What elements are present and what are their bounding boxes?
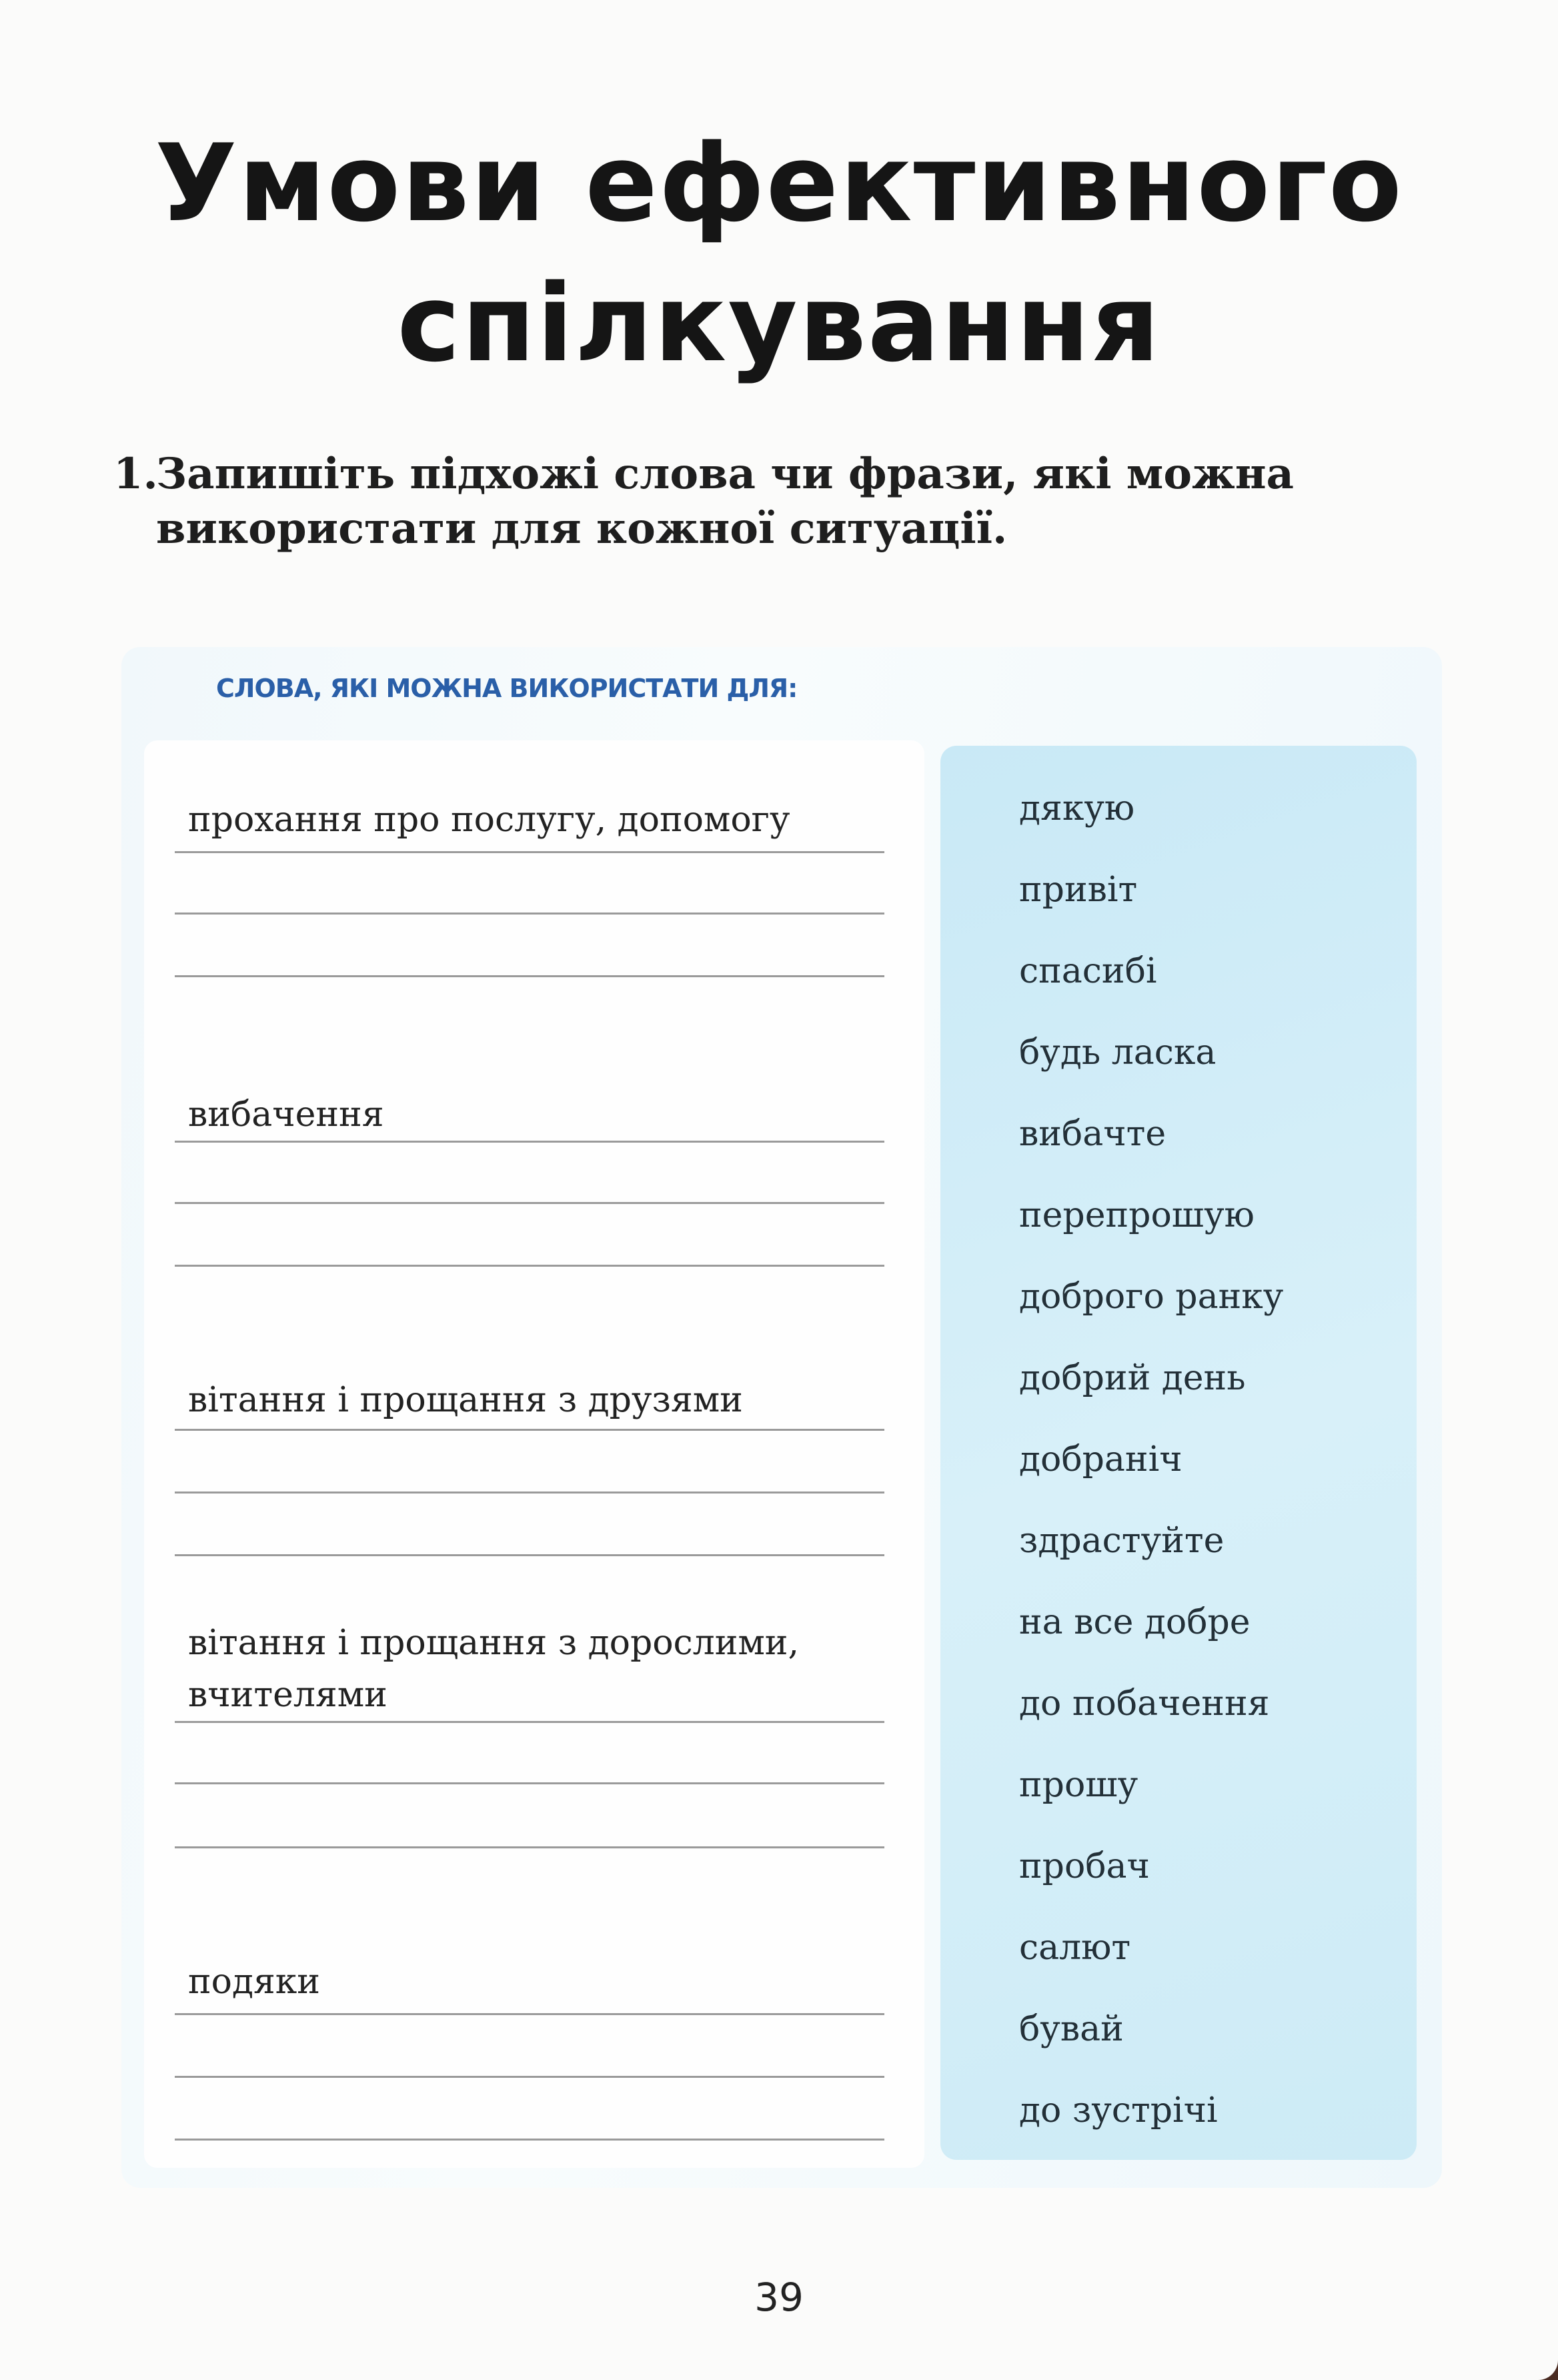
situation-label-friends: вітання і прощання з друзями xyxy=(188,1380,743,1420)
word-bank-item: дякую xyxy=(1019,788,1135,828)
situation-label-adults: вітання і прощання з дорослими, вчителями xyxy=(188,1623,799,1715)
word-bank-item: привіт xyxy=(1019,870,1138,910)
answer-line[interactable] xyxy=(175,1492,884,1494)
word-bank-item: салют xyxy=(1019,1928,1131,1968)
answer-line[interactable] xyxy=(175,1554,884,1556)
word-bank-item: прошу xyxy=(1019,1765,1138,1805)
answer-line[interactable] xyxy=(175,1429,884,1431)
answer-line[interactable] xyxy=(175,913,884,915)
answer-line[interactable] xyxy=(175,1846,884,1848)
situation-label-request: прохання про послугу, допомогу xyxy=(188,800,790,840)
writing-area xyxy=(144,740,924,2168)
word-bank-item: добрий день xyxy=(1019,1358,1246,1398)
word-bank-item: будь ласка xyxy=(1019,1033,1217,1073)
word-bank-item: до зустрічі xyxy=(1019,2091,1218,2131)
task-number: 1. xyxy=(113,449,158,499)
word-bank-item: перепрошую xyxy=(1019,1195,1255,1235)
answer-line[interactable] xyxy=(175,2139,884,2141)
title-line-1: Умови ефективного xyxy=(155,121,1403,245)
answer-line[interactable] xyxy=(175,1265,884,1267)
answer-line[interactable] xyxy=(175,851,884,853)
answer-line[interactable] xyxy=(175,1721,884,1723)
word-bank-item: спасибі xyxy=(1019,951,1157,991)
answer-line[interactable] xyxy=(175,2013,884,2015)
word-bank-item: здрастуйте xyxy=(1019,1521,1225,1561)
word-bank-item: на все добре xyxy=(1019,1602,1251,1642)
answer-line[interactable] xyxy=(175,2076,884,2078)
title-line-2: спілкування xyxy=(397,261,1161,386)
page-title xyxy=(0,113,1558,394)
answer-line[interactable] xyxy=(175,1782,884,1784)
word-bank-item: до побачення xyxy=(1019,1684,1270,1724)
word-bank-item: бувай xyxy=(1019,2009,1124,2049)
page-number: 39 xyxy=(754,2275,804,2320)
panel-heading: СЛОВА, ЯКІ МОЖНА ВИКОРИСТАТИ ДЛЯ: xyxy=(216,674,798,703)
word-bank-item: пробач xyxy=(1019,1846,1150,1886)
word-bank-item: добраніч xyxy=(1019,1439,1183,1479)
answer-line[interactable] xyxy=(175,1202,884,1204)
task-text: Запишіть підхожі слова чи фрази, які можна використати для кожної ситуації. xyxy=(156,449,1294,554)
word-bank-item: доброго ранку xyxy=(1019,1277,1284,1317)
situation-label-apology: вибачення xyxy=(188,1095,384,1135)
answer-line[interactable] xyxy=(175,1141,884,1143)
answer-line[interactable] xyxy=(175,975,884,977)
word-bank-item: вибачте xyxy=(1019,1114,1166,1154)
situation-label-thanks: подяки xyxy=(188,1962,320,2002)
